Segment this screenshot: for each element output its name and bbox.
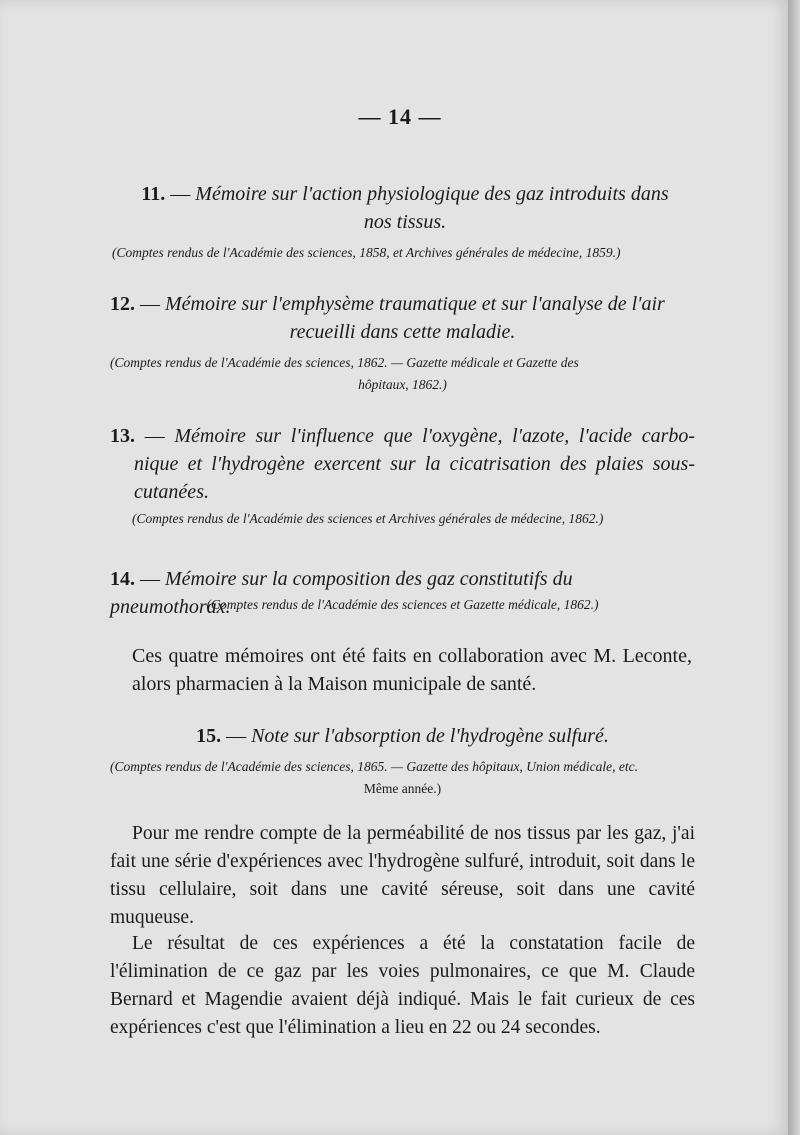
entry-15-heading [110,722,695,750]
entry-13-reference: (Comptes rendus de l'Académie des sciences et Archives générales de médecine, 1862.) [132,511,604,526]
entry-12-reference [110,352,695,396]
entry-dash: — [170,183,191,205]
entry-dash: — [140,568,160,590]
entry-dash: — [140,293,160,315]
reference-line2: Même année.) [363,781,442,796]
entry-11-reference: (Comptes rendus de l'Académie des sciences, 1858, et Archives générales de médecine, 1859.) [112,245,621,260]
reference-line1: (Comptes rendus de l'Académie des sciences, 1862. — Gazette médicale et Gazette des [110,355,579,370]
entry-title: Mémoire sur l'action physiologique des gaz introduits dans nos tissus. [195,183,669,233]
entry-11-heading [125,180,685,236]
entry-15-reference [110,756,695,800]
entry-title-line1: Mémoire sur l'emphysème traumatique et sur l'analyse de l'air [165,293,665,315]
entry-title: Note sur l'absorption de l'hydrogène sulfuré. [251,725,609,747]
entry-number: 14. [110,568,135,590]
entry-dash: — [144,425,165,447]
entry-title-line2: nique et l'hydrogène exercent sur la cicatrisation des plaies sous- [134,453,695,475]
entry-number: 13. [110,425,135,447]
page-number: — 14 — [358,104,442,129]
reference-line2: hôpitaux, 1862.) [358,377,447,392]
entry-title: Mémoire sur la composition des gaz constitutifs du pneumothorax. [110,568,573,618]
entry-dash: — [226,725,247,747]
entry-number: 12. [110,293,135,315]
result-paragraph: Le résultat de ces expériences a été la constatation facile de l'élimination de ce gaz par les voies pulmonaires, ce que M. Claude Bernard et Magendie avaient déjà indiqué. Mais le fait curieux de ces expériences c'est que l'élimination a lieu en 22 ou 24 secondes. [110,933,695,1038]
entry-title-line2: recueilli dans cette maladie. [289,321,516,343]
page-edge [788,0,800,1135]
entry-title-line1: Mémoire sur l'influence que l'oxygène, l'azote, l'acide carbo- [174,425,696,447]
reference-line1: (Comptes rendus de l'Académie des sciences, 1865. — Gazette des hôpitaux, Union médicale, etc. [110,759,639,774]
entry-number: 15. [196,725,222,747]
entry-14-reference: (Comptes rendus de l'Académie des sciences et Gazette médicale, 1862.) [206,597,599,612]
collaboration-paragraph: Ces quatre mémoires ont été faits en collaboration avec M. Leconte, alors pharmacien à la Maison municipale de santé. [132,645,692,695]
entry-12-heading [110,290,695,346]
entry-title-line3: cutanées. [134,481,209,503]
entry-13-heading [110,422,695,506]
entry-number: 11. [141,183,166,205]
permeability-paragraph: Pour me rendre compte de la perméabilité de nos tissus par les gaz, j'ai fait une série d'expériences avec l'hydrogène sulfuré, introduit, soit dans le tissu cellulaire, soit dans une cavité séreuse, soit dans une cavité muqueuse. [110,823,695,928]
